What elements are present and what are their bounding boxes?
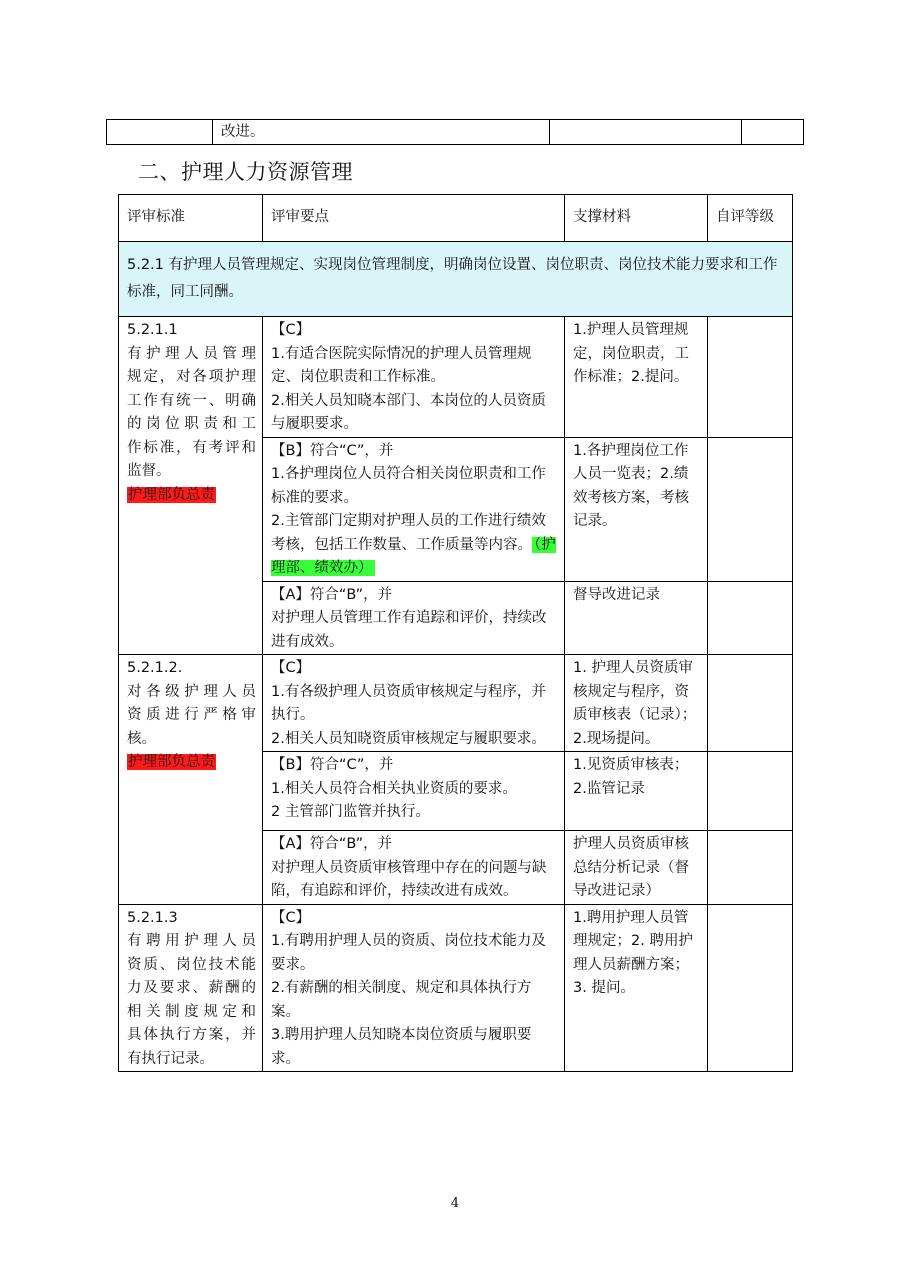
point-line: 2.相关人员知晓资质审核规定与履职要求。 [271, 730, 546, 747]
table-row [119, 904, 793, 1072]
standard-id: 5.2.1.3 [127, 909, 178, 926]
point-line: 【A】符合“B”，并 [271, 586, 393, 603]
point-line: 【B】符合“C”，并 [271, 442, 394, 459]
rating-cell [708, 831, 793, 905]
cell [550, 120, 742, 145]
materials-cell: 1.护理人员管理规定，岗位职责，工作标准；2.提问。 [565, 317, 708, 438]
standard-text: 有护理人员管理 [127, 345, 256, 362]
standard-text: 资质、岗位技术能 [127, 956, 256, 973]
point-line: 1.有各级护理人员资质审核规定与程序，并执行。 [271, 683, 546, 723]
standard-text: 工作有统一、明确 [127, 392, 256, 409]
points-cell [263, 831, 565, 905]
point-line: 1.相关人员符合相关执业资质的要求。 [271, 780, 517, 797]
point-line: 2.有薪酬的相关制度、规定和具体执行方案。 [271, 980, 532, 1020]
points-cell [263, 317, 565, 438]
point-line: 【C】 [271, 909, 311, 926]
standard-text: 作标准，有考评和 [127, 439, 256, 456]
point-line: 2 主管部门监管并执行。 [271, 804, 430, 820]
rating-cell [708, 581, 793, 655]
point-line: 【B】符合“C”，并 [271, 757, 394, 773]
standard-text: 有执行记录。 [127, 1050, 214, 1067]
point-line: 【A】符合“B”，并 [271, 836, 393, 852]
section-band: 5.2.1 有护理人员管理规定、实现岗位管理制度，明确岗位设置、岗位职责、岗位技术能力要求和工作标准，同工同酬。 [119, 242, 793, 317]
standard-text: 的岗位职责和工 [127, 416, 256, 432]
header-materials: 支撑材料 [565, 195, 708, 242]
materials-cell: 1. 护理人员资质审核规定与程序，资质审核表（记录）；2.现场提问。 [565, 655, 708, 752]
header-row [119, 195, 793, 242]
section-title: 二、护理人力资源管理 [138, 160, 353, 184]
review-table [118, 194, 793, 1072]
rating-cell [708, 904, 793, 1072]
rating-cell [708, 655, 793, 752]
standard-text: 有聘用护理人员 [127, 933, 256, 949]
point-line: 1.有聘用护理人员的资质、岗位技术能力及要求。 [271, 933, 546, 973]
point-line: 3.聘用护理人员知晓本岗位资质与履职要求。 [271, 1027, 532, 1067]
point-line: 1.各护理岗位人员符合相关岗位职责和工作标准的要求。 [271, 466, 546, 506]
standard-text: 对各级护理人员 [127, 683, 256, 700]
materials-cell: 1.各护理岗位工作人员一览表；2.绩效考核方案，考核记录。 [565, 437, 708, 581]
materials-cell: 护理人员资质审核总结分析记录（督导改进记录） [565, 831, 708, 905]
materials-cell: 督导改进记录 [565, 581, 708, 655]
materials-cell: 1.见资质审核表；2.监管记录 [565, 752, 708, 831]
points-cell [263, 655, 565, 752]
point-line: 1.有适合医院实际情况的护理人员管理规定、岗位职责和工作标准。 [271, 345, 532, 385]
standard-id: 5.2.1.1 [127, 322, 178, 338]
owner-tag: 护理部负总责 [128, 486, 215, 503]
point-line: 2.主管部门定期对护理人员的工作进行绩效考核，包括工作数量、工作质量等内容。 [271, 513, 546, 553]
header-standard: 评审标准 [119, 195, 263, 242]
table-row [119, 655, 793, 752]
header-points: 评审要点 [263, 195, 565, 242]
standard-text: 核。 [127, 730, 156, 747]
standard-cell [119, 904, 263, 1072]
table-row [119, 317, 793, 438]
standard-text: 规定，对各项护理 [127, 369, 256, 385]
point-line: 【C】 [271, 322, 311, 338]
standard-text: 相关制度规定和 [127, 1003, 256, 1020]
standard-text: 监督。 [127, 463, 171, 479]
standard-cell [119, 655, 263, 905]
point-line: 对护理人员资质审核管理中存在的问题与缺陷，有追踪和评价，持续改进有成效。 [271, 859, 547, 899]
dept-highlight: （护理部、绩效办） [271, 536, 556, 576]
header-self-rating: 自评等级 [708, 195, 793, 242]
point-line: 2.相关人员知晓本部门、本岗位的人员资质与履职要求。 [271, 392, 546, 432]
cell [742, 120, 804, 145]
continued-table [106, 119, 804, 145]
standard-text: 具体执行方案，并 [127, 1027, 256, 1043]
points-cell [263, 437, 565, 581]
rating-cell [708, 437, 793, 581]
points-cell [263, 752, 565, 831]
rating-cell [708, 317, 793, 438]
rating-cell [708, 752, 793, 831]
points-cell [263, 581, 565, 655]
standard-text: 资质进行严格审 [127, 707, 256, 723]
point-line: 【C】 [271, 660, 311, 676]
continued-row [107, 120, 804, 145]
cell [107, 120, 213, 145]
point-line: 对护理人员管理工作有追踪和评价，持续改进有成效。 [271, 610, 547, 650]
materials-cell: 1.聘用护理人员管理规定；2. 聘用护理人员薪酬方案；3. 提问。 [565, 904, 708, 1072]
owner-tag: 护理部负总责 [128, 754, 215, 770]
page-number: 4 [450, 1196, 460, 1211]
points-cell [263, 904, 565, 1072]
cell-text: 改进。 [213, 120, 550, 145]
standard-id: 5.2.1.2. [127, 660, 183, 676]
standard-text: 力及要求、薪酬的 [127, 980, 256, 996]
standard-cell [119, 317, 263, 655]
section-band-row [119, 242, 793, 317]
